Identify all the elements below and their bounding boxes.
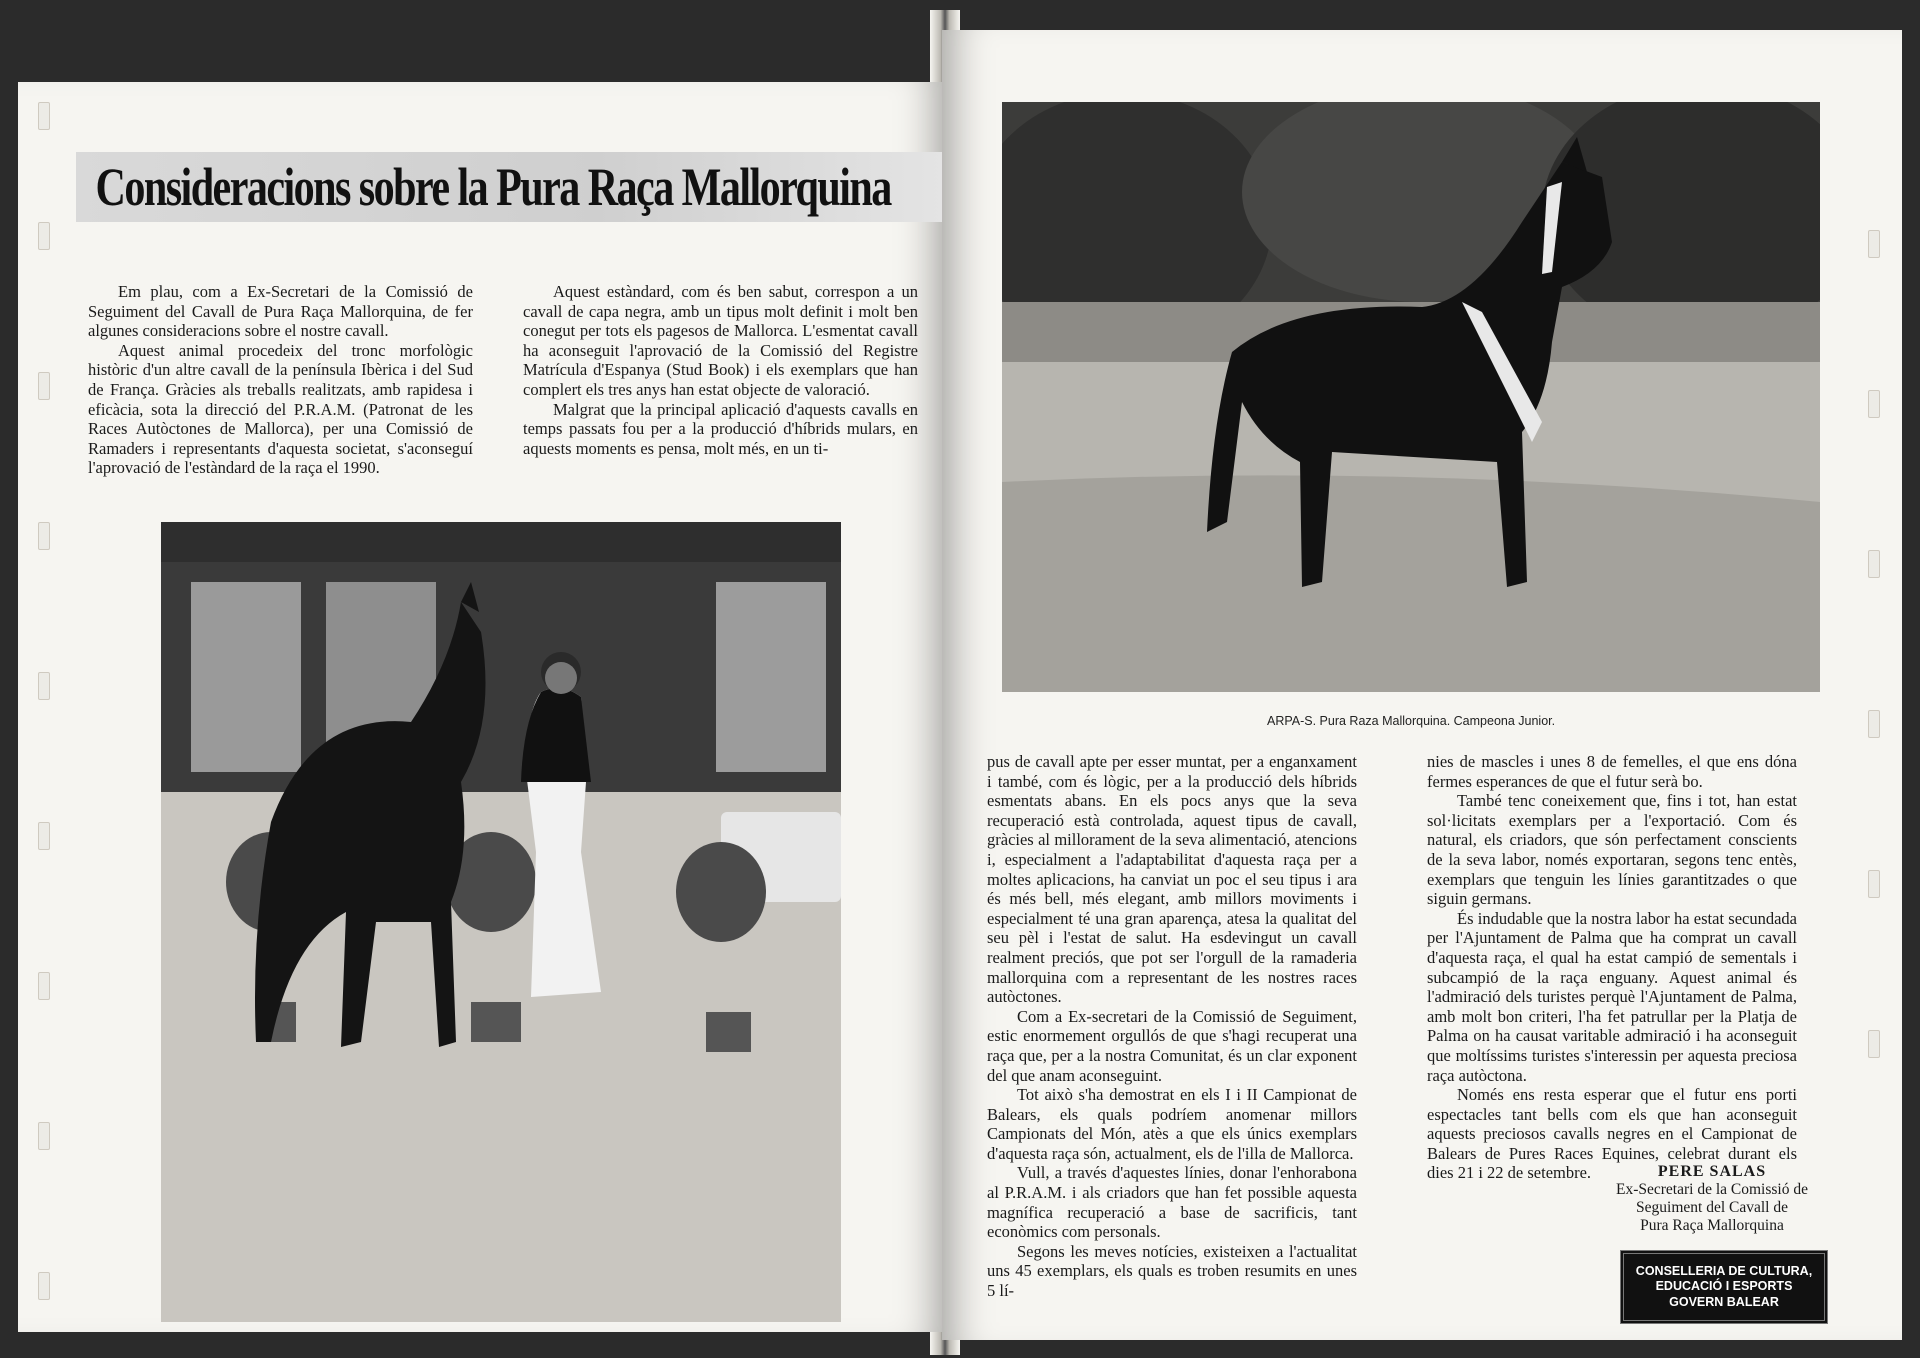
binder-hole [1868, 870, 1880, 898]
sponsor-line: GOVERN BALEAR [1669, 1294, 1779, 1309]
right-page [942, 30, 1902, 1340]
right-column-1 [987, 752, 1357, 1301]
left-column-1 [88, 282, 473, 478]
paragraph: Aquest animal procedeix del tronc morfològic històric d'un altre cavall de la península Ibèrica i del Sud de França. Gràcies als treballs realitzats, amb rapidesa i eficàcia, sota la direcció del P.R.A.M. (Patronat de les Races Autòctones de Mallorca), per una Comissió de Ramaders i representants d'aquesta societat, s'aconseguí l'aprovació de l'estàndard de la raça el 1990. [88, 340, 473, 478]
left-column-2 [523, 282, 918, 458]
binder-hole [38, 1122, 50, 1150]
paragraph: Tot això s'ha demostrat en els I i II Campionat de Balears, els quals podríem anomenar millors Campionats del Món, atès a que els únics exemplars d'aquesta raça són, actualment, els de l'illa de Mallorca. [987, 1085, 1357, 1163]
paragraph: Vull, a través d'aquestes línies, donar l'enhorabona al P.R.A.M. i als criadors que han fet possible aquesta magnífica recuperació a base de sacrificis, tant econòmics com personals. [987, 1163, 1357, 1242]
sponsor-line: EDUCACIÓ I ESPORTS [1655, 1279, 1793, 1294]
champion-mare-photo [1002, 102, 1820, 692]
binder-hole [1868, 390, 1880, 418]
binder-hole [1868, 710, 1880, 738]
binder-hole [38, 522, 50, 550]
binder-hole [38, 372, 50, 400]
sponsor-line: CONSELLERIA DE CULTURA, [1635, 1263, 1813, 1278]
binder-hole [38, 102, 50, 130]
paragraph: Malgrat que la principal aplicació d'aquests cavalls en temps passats fou per a la producció d'híbrids mulars, en aquests moments es pensa, molt més, en un ti- [523, 399, 918, 458]
right-column-2 [1427, 752, 1797, 1183]
photo-caption: ARPA-S. Pura Raza Mallorquina. Campeona Junior. [1267, 714, 1556, 728]
paragraph: També tenc coneixement que, fins i tot, han estat sol·licitats exemplars per a l'exportació. Com és natural, els criadors, que són perfectament conscients de la seva labor, només exportaran, segons tenc entès, exemplars que tenguin les línies garantitzades o que siguin germans. [1427, 791, 1797, 909]
binder-hole [38, 822, 50, 850]
paragraph: Segons les meves notícies, existeixen a l'actualitat uns 45 exemplars, els quals es troben resumits en unes 5 lí- [987, 1241, 1357, 1301]
paragraph: Només ens resta esperar que el futur ens porti espectacles tant bells com els que han aconseguit aquests preciosos cavalls negres en el Campionat de Balears de Pures Races Equines, celebrat durant els dies 21 i 22 de setembre. [1427, 1085, 1797, 1183]
author-title-line: Ex-Secretari de la Comissió de [1616, 1181, 1808, 1198]
binder-hole [38, 972, 50, 1000]
binder-hole [38, 672, 50, 700]
paragraph: Em plau, com a Ex-Secretari de la Comissió de Seguiment del Cavall de Pura Raça Mallorquina, de fer algunes consideracions sobre el nostre cavall. [88, 282, 473, 341]
binder-hole [1868, 230, 1880, 258]
paragraph: Aquest estàndard, com és ben sabut, correspon a un cavall de capa negra, amb un tipus molt definit i molt ben conegut per tots els pagesos de Mallorca. L'esmentat cavall ha aconseguit l'aprovació de la Comissió del Registre Matrícula d'Espanya (Stud Book) i els exemplars que han complert els tres anys han estat objecte de valoració. [523, 282, 918, 399]
author-signature [1602, 1163, 1822, 1235]
author-name: PERE SALAS [1657, 1163, 1767, 1180]
author-title-line: Seguiment del Cavall de [1636, 1199, 1788, 1216]
binder-hole [38, 1272, 50, 1300]
binder-hole [1868, 550, 1880, 578]
left-page [18, 82, 946, 1332]
article-title-band [76, 152, 946, 222]
paragraph: pus de cavall apte per esser muntat, per a enganxament i també, com és lògic, per a la producció dels híbrids esmentats abans. En els pocs anys que la seva recuperació està controlada, aquest tipus de cavall, gràcies al millorament de la seva alimentació, atencions i, especialment a l'adaptabilitat d'aquesta raça per a moltes aplicacions, ha canviat un poc el seu tipus i ara és més bell, més elegant, amb millors moviments i especialment té una gran aparença, atesa la qualitat del seu pèl i l'estat de salut. Ha esdevingut un cavall realment preciós, que pot ser l'orgull de la ramaderia mallorquina com a representant de les nostres races autòctones. [987, 752, 1357, 1007]
binder-hole [38, 222, 50, 250]
article-title: Consideracions sobre la Pura Raça Mallorquina [95, 157, 891, 217]
sponsor-logo [1620, 1250, 1828, 1324]
paragraph: Com a Ex-secretari de la Comissió de Seguiment, estic enormement orgullós de que s'hagi recuperat una raça que, per a la nostra Comunitat, és un clar exponent del que anam aconseguint. [987, 1006, 1357, 1085]
horse-with-handler-photo [161, 522, 841, 1322]
author-title-line: Pura Raça Mallorquina [1640, 1217, 1784, 1234]
binder-hole [1868, 1030, 1880, 1058]
paragraph: És indudable que la nostra labor ha estat secundada per l'Ajuntament de Palma que ha comprat un cavall d'aquesta raça, el qual ha estat campió de sementals i subcampió de la raça enguany. Aquest animal és l'admiració dels turistes perquè l'Ajuntament de Palma, amb molt bon criteri, l'ha fet patrullar per la Platja de Palma on ha causat varitable admiració i ha aconseguit que moltíssims turistes s'interessin per aquesta preciosa raça autòctona. [1427, 908, 1797, 1085]
paragraph: nies de mascles i unes 8 de femelles, el que ens dóna fermes esperances de que el futur serà bo. [1427, 752, 1797, 791]
